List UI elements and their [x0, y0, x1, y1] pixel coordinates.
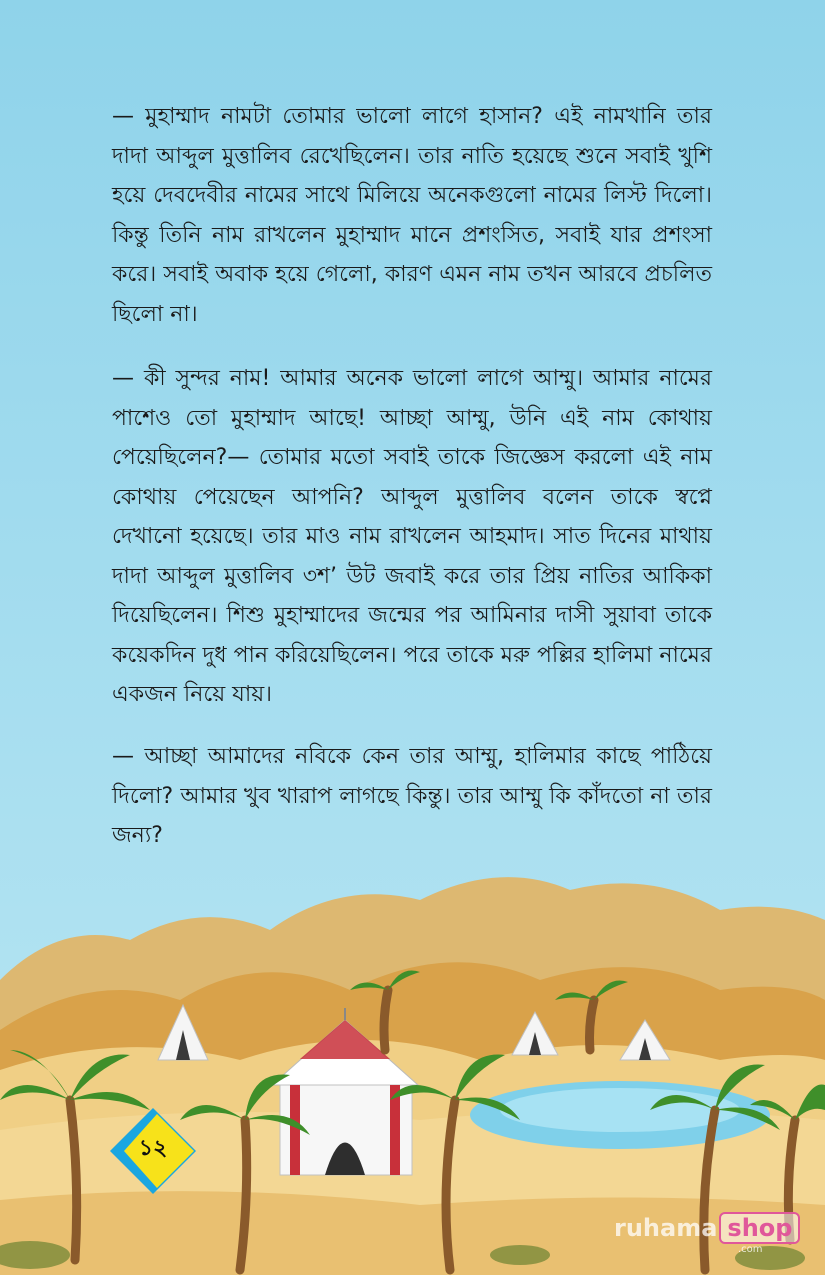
watermark-brand: ruhama: [614, 1214, 718, 1242]
paragraph-3: — আচ্ছা আমাদের নবিকে কেন তার আম্মু, হালিমার কাছে পাঠিয়ে দিলো? আমার খুব খারাপ লাগছে কিন্তু। তার আম্মু কি কাঁদতো না তার জন্য?: [112, 744, 712, 848]
paragraph-1: — মুহাম্মাদ নামটা তোমার ভালো লাগে হাসান? এই নামখানি তার দাদা আব্দুল মুত্তালিব রেখেছিলেন। তার নাতি হয়েছে শুনে সবাই খুশি হয়ে দেবদেবীর নামের সাথে মিলিয়ে অনেকগুলো নামের লিস্ট দিলো। কিন্তু তিনি নাম রাখলেন মুহাম্মাদ মানে প্রশংসিত, সবাই যার প্রশংসা করে। সবাই অবাক হয়ে গেলো, কারণ এমন নাম তখন আরবে প্রচলিত ছিলো না।: [112, 104, 712, 327]
page-number: ১২: [138, 1136, 168, 1161]
watermark-shop: shop: [719, 1212, 800, 1244]
paragraph-2: — কী সুন্দর নাম! আমার অনেক ভালো লাগে আম্মু। আমার নামের পাশেও তো মুহাম্মাদ আছে! আচ্ছা আম্মু, উনি এই নাম কোথায় পেয়েছিলেন?— তোমার মতো সবাই তাকে জিজ্ঞেস করলো এই নাম কোথায় পেয়েছেন আপনি? আব্দুল মুত্তালিব বলেন তাকে স্বপ্নে দেখানো হয়েছে। তার মাও নাম রাখলেন আহমাদ। সাত দিনের মাথায় দাদা আব্দুল মুত্তালিব ৩শ’ উট জবাই করে তার প্রিয় নাতির আকিকা দিয়েছিলেন। শিশু মুহাম্মাদের জন্মের পর আমিনার দাসী সুয়াবা তাকে কয়েকদিন দুধ পান করিয়েছিলেন। পরে তাকে মরু পল্লির হালিমা নামের একজন নিয়ে যায়।: [112, 366, 712, 707]
watermark-domain: .com: [738, 1244, 763, 1255]
watermark-logo: [614, 1212, 800, 1244]
